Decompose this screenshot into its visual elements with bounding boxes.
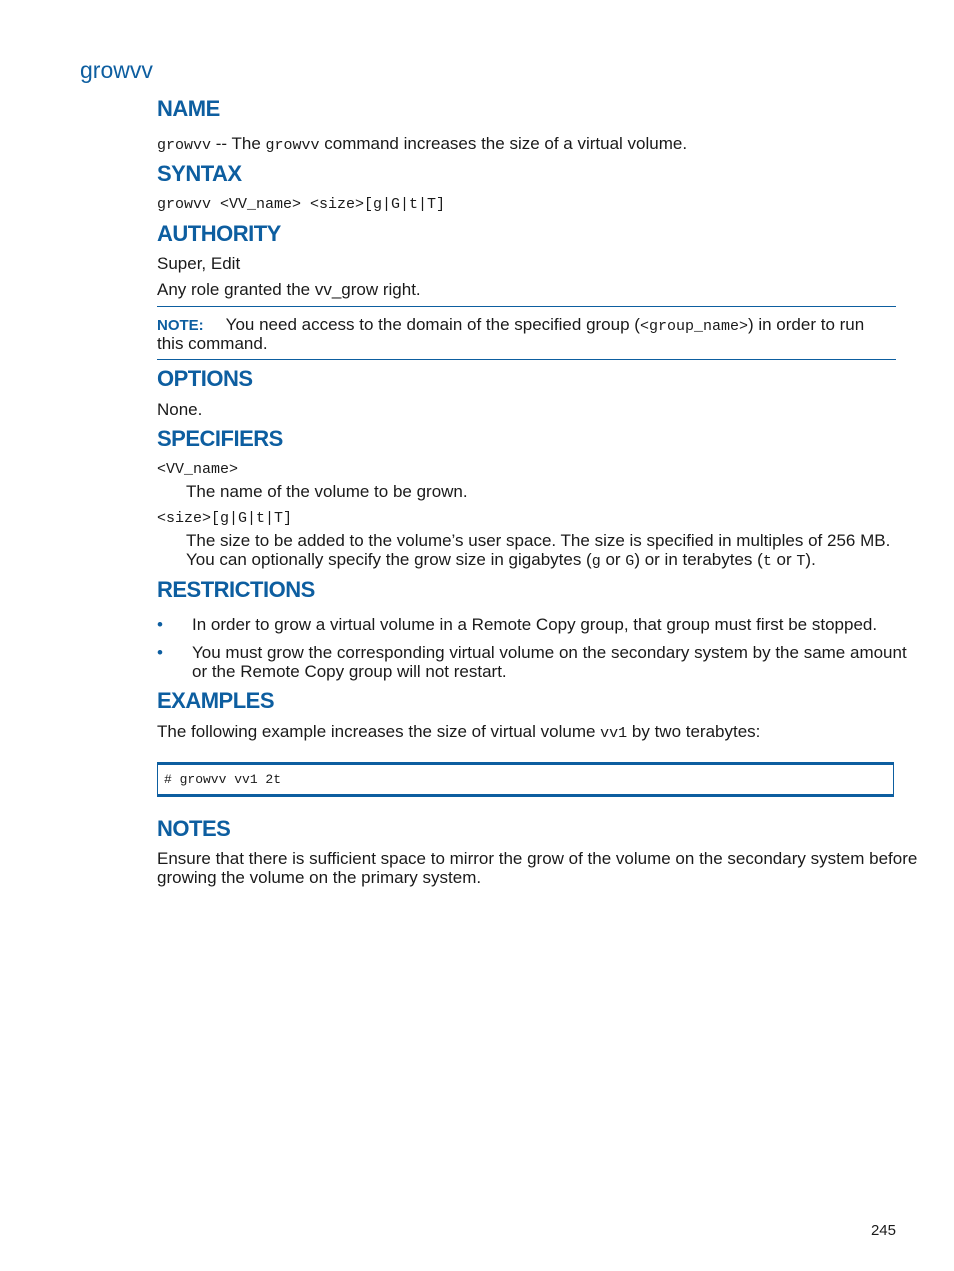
authority-roles: Super, Edit (157, 254, 241, 273)
page-title: growvv (80, 57, 153, 83)
code-block-text: # growvv vv1 2t (164, 772, 282, 787)
desc-text: or (771, 550, 797, 569)
inline-code: G (625, 553, 635, 570)
desc-text: ). (805, 550, 816, 569)
specifier-term: <size>[g|G|t|T] (157, 510, 293, 527)
inline-code: vv1 (600, 725, 628, 742)
restriction-item-continued: or the Remote Copy group will not restart. (192, 662, 507, 681)
name-text-part: -- The (211, 134, 266, 153)
examples-heading: EXAMPLES (157, 688, 275, 713)
name-heading: NAME (157, 96, 220, 121)
note-line-2: this command. (157, 334, 268, 353)
command-name: growvv (265, 137, 320, 154)
syntax-heading: SYNTAX (157, 161, 242, 186)
desc-text: or (600, 550, 626, 569)
specifiers-heading: SPECIFIERS (157, 426, 283, 451)
note-top-rule (157, 306, 896, 307)
name-text-part: command increases the size of a virtual volume. (319, 134, 688, 153)
options-text: None. (157, 400, 203, 419)
page-number: 245 (870, 1222, 896, 1239)
note-text: You need access to the domain of the specified group ( (225, 315, 640, 334)
restriction-item: In order to grow a virtual volume in a Remote Copy group, that group must first be stopped. (192, 615, 878, 634)
examples-intro (157, 722, 760, 744)
notes-text-continued: growing the volume on the primary system. (157, 868, 482, 887)
code-block (157, 762, 894, 797)
bullet-icon: • (157, 615, 163, 634)
restriction-item: You must grow the corresponding virtual volume on the secondary system by the same amount (192, 643, 907, 662)
note-code: <group_name> (639, 318, 748, 335)
desc-text: You can optionally specify the grow size in gigabytes ( (186, 550, 592, 569)
options-heading: OPTIONS (157, 366, 253, 391)
inline-code: g (591, 553, 601, 570)
examples-text: by two terabytes: (627, 722, 761, 741)
inline-code: T (796, 553, 806, 570)
note-label: NOTE: (157, 317, 204, 334)
syntax-code: growvv <VV_name> <size>[g|G|t|T] (157, 196, 446, 213)
examples-text: The following example increases the size of virtual volume (157, 722, 601, 741)
specifier-description-line-2 (186, 550, 816, 572)
specifier-description: The size to be added to the volume’s user space. The size is specified in multiples of 256 MB. (186, 531, 891, 550)
authority-heading: AUTHORITY (157, 221, 281, 246)
desc-text: ) or in terabytes ( (634, 550, 763, 569)
name-description (157, 134, 687, 156)
inline-code: t (762, 553, 772, 570)
specifier-term: <VV_name> (157, 461, 239, 478)
notes-text: Ensure that there is sufficient space to mirror the grow of the volume on the secondary system before (157, 849, 918, 868)
notes-heading: NOTES (157, 816, 231, 841)
specifier-description: The name of the volume to be grown. (186, 482, 468, 501)
note-text: ) in order to run (747, 315, 865, 334)
authority-right: Any role granted the vv_grow right. (157, 280, 421, 299)
bullet-icon: • (157, 643, 163, 662)
note-bottom-rule (157, 359, 896, 360)
command-name: growvv (157, 137, 212, 154)
restrictions-heading: RESTRICTIONS (157, 577, 315, 602)
